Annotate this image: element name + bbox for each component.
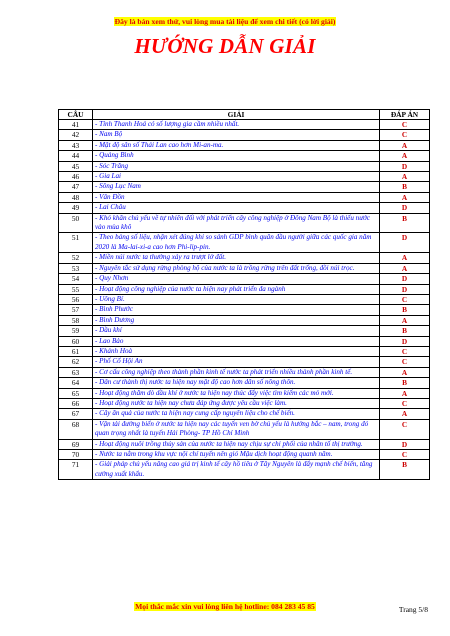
bottom-banner — [0, 596, 450, 614]
question-number: 59 — [59, 326, 93, 336]
solution-text: - Sông Lục Nam — [93, 182, 380, 192]
answer-letter: C — [380, 357, 430, 367]
solution-text: - Theo bảng số liệu, nhận xét đúng khi so sánh GDP bình quân đầu người giữa các quốc gia năm 2020 là Ma-lai-xi-a cao hơn Phi-lip-pin. — [93, 233, 380, 253]
answer-letter: B — [380, 182, 430, 192]
table-row — [59, 294, 430, 304]
question-number: 68 — [59, 419, 93, 439]
question-number: 63 — [59, 367, 93, 377]
top-banner-text: Đây là bản xem thử, vui lòng mua tài liệu để xem chi tiết (có lời giải) — [114, 17, 336, 26]
table-row — [59, 203, 430, 213]
answer-letter: B — [380, 326, 430, 336]
solution-text: - Phố Cổ Hội An — [93, 357, 380, 367]
answer-letter: C — [380, 450, 430, 460]
answer-letter: C — [380, 398, 430, 408]
table-row — [59, 388, 430, 398]
solution-text: - Miền núi nước ta thường xảy ra trượt lở đất. — [93, 253, 380, 263]
table-row — [59, 172, 430, 182]
question-number: 48 — [59, 192, 93, 202]
table-row — [59, 140, 430, 150]
column-header-answer: ĐÁP ÁN — [380, 110, 430, 120]
answer-letter: A — [380, 140, 430, 150]
solution-text: - Gia Lai — [93, 172, 380, 182]
table-row — [59, 151, 430, 161]
answer-letter: D — [380, 284, 430, 294]
question-number: 55 — [59, 284, 93, 294]
solution-text: - Lai Châu — [93, 203, 380, 213]
answer-letter: A — [380, 367, 430, 377]
solution-text: - Quảng Bình — [93, 151, 380, 161]
table-row — [59, 439, 430, 449]
table-row — [59, 305, 430, 315]
question-number: 56 — [59, 294, 93, 304]
question-number: 53 — [59, 263, 93, 273]
question-number: 51 — [59, 233, 93, 253]
question-number: 44 — [59, 151, 93, 161]
solution-text: - Giải pháp chủ yếu nâng cao giá trị kinh tế cây hồ tiêu ở Tây Nguyên là đẩy mạnh chế biến, tăng cường xuất khẩu. — [93, 460, 380, 480]
solution-text: - Dầu khí — [93, 326, 380, 336]
answer-letter: A — [380, 315, 430, 325]
question-number: 58 — [59, 315, 93, 325]
solution-text: - Hoạt động nước ta hiện nay chưa đáp ứng được yêu cầu việc làm. — [93, 398, 380, 408]
table-row — [59, 326, 430, 336]
solution-text: - Nguyên tắc sử dụng rừng phòng hộ của nước ta là trồng rừng trên đất trống, đồi núi trọc. — [93, 263, 380, 273]
question-number: 43 — [59, 140, 93, 150]
solution-text: - Sóc Trăng — [93, 161, 380, 171]
question-number: 71 — [59, 460, 93, 480]
page-title: HƯỚNG DẪN GIẢI — [134, 34, 316, 58]
table-row — [59, 182, 430, 192]
answer-letter: C — [380, 419, 430, 439]
table-row — [59, 233, 430, 253]
hotline-text: Mọi thắc mắc xin vui lòng liên hệ hotline: 084 283 45 85 — [135, 602, 315, 611]
answer-letter: D — [380, 161, 430, 171]
question-number: 46 — [59, 172, 93, 182]
question-number: 60 — [59, 336, 93, 346]
question-number: 45 — [59, 161, 93, 171]
solution-text: - Nam Bộ — [93, 130, 380, 140]
answer-letter: D — [380, 203, 430, 213]
answer-letter: C — [380, 130, 430, 140]
question-number: 65 — [59, 388, 93, 398]
table-row — [59, 398, 430, 408]
table-row — [59, 419, 430, 439]
table-row — [59, 357, 430, 367]
table-row — [59, 460, 430, 480]
solution-text: - Hoạt động công nghiệp của nước ta hiện nay phát triển đa ngành — [93, 284, 380, 294]
table-row — [59, 367, 430, 377]
answer-letter: C — [380, 346, 430, 356]
solution-text: - Vận tải đường biển ở nước ta hiện nay các tuyến ven bờ chủ yếu là hướng bắc – nam, trong đó quan trọng nhất là tuyến Hải Phòng- TP Hồ Chí Minh — [93, 419, 380, 439]
question-number: 50 — [59, 213, 93, 233]
question-number: 66 — [59, 398, 93, 408]
answer-letter: B — [380, 213, 430, 233]
table-row — [59, 346, 430, 356]
top-banner — [0, 11, 450, 29]
table-row — [59, 378, 430, 388]
question-number: 69 — [59, 439, 93, 449]
answer-letter: B — [380, 460, 430, 480]
solution-text: - Mật độ sân số Thái Lan cao hơn Mi-an-ma. — [93, 140, 380, 150]
table-row — [59, 336, 430, 346]
answer-letter: A — [380, 151, 430, 161]
question-number: 70 — [59, 450, 93, 460]
table-row — [59, 253, 430, 263]
question-number: 49 — [59, 203, 93, 213]
question-number: 54 — [59, 274, 93, 284]
answer-table-body — [59, 120, 430, 480]
table-row — [59, 130, 430, 140]
question-number: 62 — [59, 357, 93, 367]
solution-text: - Hoạt động nuôi trồng thủy sản của nước ta hiện nay chịu sự chi phối của nhân tố thị trường. — [93, 439, 380, 449]
table-row — [59, 274, 430, 284]
solution-text: - Nước ta nằm trong khu vực nội chí tuyến nên gió Mậu dịch hoạt động quanh năm. — [93, 450, 380, 460]
answer-letter: C — [380, 294, 430, 304]
answer-letter: D — [380, 274, 430, 284]
solution-text: - Quy Nhơn — [93, 274, 380, 284]
question-number: 42 — [59, 130, 93, 140]
answer-letter: A — [380, 263, 430, 273]
solution-text: - Khánh Hoà — [93, 346, 380, 356]
solution-text: - Vân Đồn — [93, 192, 380, 202]
solution-text: - Dân cư thành thị nước ta hiện nay mật độ cao hơn dân số nông thôn. — [93, 378, 380, 388]
table-header-row — [59, 110, 430, 120]
answer-table — [58, 109, 430, 480]
solution-text: - Hoạt động thăm dò dầu khí ở nước ta hiện nay thúc đẩy việc tìm kiếm các mỏ mới. — [93, 388, 380, 398]
answer-letter: A — [380, 172, 430, 182]
column-header-solution: GIẢI — [93, 110, 380, 120]
solution-text: - Cây ăn quả của nước ta hiện nay cung cấp nguyên liệu cho chế biến. — [93, 409, 380, 419]
solution-text: - Cơ cấu công nghiệp theo thành phần kinh tế nước ta phát triển nhiều thành phần kinh tế. — [93, 367, 380, 377]
solution-text: - Uông Bí. — [93, 294, 380, 304]
solution-text: - Lao Bảo — [93, 336, 380, 346]
answer-letter: C — [380, 120, 430, 130]
answer-letter: D — [380, 336, 430, 346]
table-row — [59, 409, 430, 419]
answer-letter: B — [380, 378, 430, 388]
table-row — [59, 315, 430, 325]
table-row — [59, 161, 430, 171]
question-number: 41 — [59, 120, 93, 130]
question-number: 47 — [59, 182, 93, 192]
page-number: Trang 5/8 — [398, 605, 428, 614]
table-row — [59, 213, 430, 233]
answer-letter: A — [380, 409, 430, 419]
column-header-number: CÂU — [59, 110, 93, 120]
question-number: 67 — [59, 409, 93, 419]
table-row — [59, 263, 430, 273]
question-number: 61 — [59, 346, 93, 356]
answer-letter: B — [380, 305, 430, 315]
answer-letter: D — [380, 233, 430, 253]
table-row — [59, 450, 430, 460]
question-number: 52 — [59, 253, 93, 263]
solution-text: - Bình Phước — [93, 305, 380, 315]
answer-letter: A — [380, 253, 430, 263]
solution-text: - Tỉnh Thanh Hoá có số lượng gia cầm nhiều nhất. — [93, 120, 380, 130]
table-row — [59, 284, 430, 294]
solution-text: - Khó khăn chủ yếu về tự nhiên đối với phát triển cây công nghiệp ở Đông Nam Bộ là thiếu nước vào mùa khô — [93, 213, 380, 233]
answer-letter: A — [380, 388, 430, 398]
solution-text: - Bình Dương — [93, 315, 380, 325]
question-number: 64 — [59, 378, 93, 388]
table-row — [59, 120, 430, 130]
table-row — [59, 192, 430, 202]
answer-letter: D — [380, 439, 430, 449]
question-number: 57 — [59, 305, 93, 315]
answer-letter: A — [380, 192, 430, 202]
